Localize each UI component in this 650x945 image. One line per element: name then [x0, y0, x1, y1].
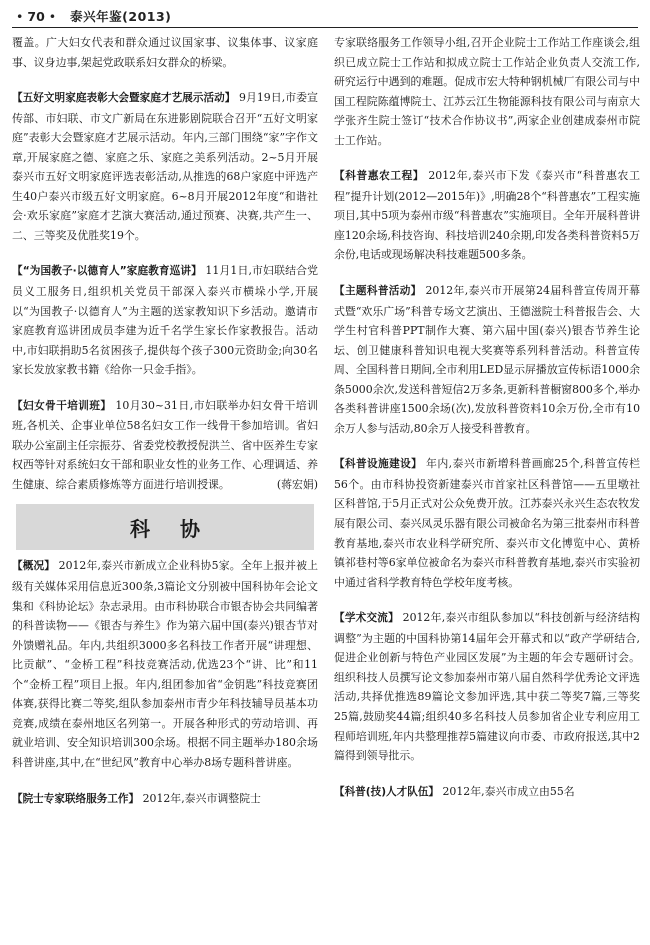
- paragraph-heading: 【概况】: [12, 560, 56, 573]
- paragraph-heading: 【院士专家联络服务工作】: [12, 792, 140, 805]
- paragraph: 覆盖。广大妇女代表和群众通过议国家事、议集体事、议家庭事、议身边事,架起党政联系妇女群众的桥梁。: [12, 36, 318, 69]
- paragraph: 【科普(技)人才队伍】 2012年,泰兴市成立由55名: [334, 784, 575, 798]
- paragraph-heading: 【科普惠农工程】: [334, 170, 425, 183]
- paragraph-heading: 【妇女骨干培训班】: [12, 399, 112, 412]
- paragraph: 【科普惠农工程】 2012年,泰兴市下发《泰兴市“科普惠农工程”提升计划(2012—2015年)》,明确28个“科普惠农”工程实施项目,其中5项为泰州市级“科普惠农”实施项目。全年开展科普讲座120余场,科技咨询、科技培训240余期,印发各类科普资料5万余份,电话或现场解决科技难题500多条。: [334, 169, 641, 262]
- paragraph-heading: 【学术交流】: [334, 612, 399, 625]
- bullet: •: [16, 8, 24, 24]
- section-title: 科协: [16, 504, 314, 550]
- paragraph: 【概况】 2012年,泰兴市新成立企业科协5家。全年上报并被上级有关媒体采用信息近300条,3篇论文分别被中国科协年会论文集和《科协论坛》杂志录用。由市科协联合市银杏协会共同编著的科普读物——《银杏与养生》作为第六届中国(泰兴)银杏节对外馈赠礼品。年内,共组织3000多名科技工作者开展“讲理想、比贡献”、“金桥工程”科技竞赛活动,优选23个“讲、比”和11个“金桥工程”项目上报。年内,组团参加省“金钥匙”科技竞赛团体赛,获得比赛二等奖,组队参加泰州市青少年科技辅导员基本功竞赛,成绩在泰州地区名列第一。开展各种形式的劳动培训、再就业培训、安全知识培训300余场。根据不同主题举办180余场科普讲座,其中,在“世纪风”教育中心举办8场专题科普讲座。: [12, 559, 319, 769]
- header-rule: [12, 27, 638, 28]
- author-signature: (蒋宏娟): [276, 477, 318, 491]
- paragraph-heading: 【五好文明家庭表彰大会暨家庭才艺展示活动】: [12, 92, 236, 105]
- page-header: [12, 6, 638, 26]
- paragraph: 【科普设施建设】 年内,泰兴市新增科普画廊25个,科普宣传栏56个。由市科协投资新建泰兴市首家社区科普馆——五里墩社区科普馆,于5月正式对公众免费开放。江苏泰兴永兴生态农牧发展有限公司、泰兴凤灵乐器有限公司被命名为第三批泰州市科普教育基地,泰兴市农业科学研究所、泰兴市文化博览中心、黄桥镇祁巷村等6家单位被命名为泰兴市科普教育基地,泰兴市实验初中通过省科学教育特色学校年度考核。: [334, 457, 640, 589]
- paragraph: 【主题科普活动】 2012年,泰兴市开展第24届科普宣传周开幕式暨“欢乐广场”科普专场文艺演出、王德滋院士科普报告会、大学生村官科普PPT制作大赛、第六届中国(泰兴)银杏节养生论坛、创卫健康科普知识电视大奖赛等系列科普活动。科普宣传周、全国科普日期间,全市利用LED显示屏播放宣传标语1000余条5000余次,发送科普短信2万多条,更新科普橱窗800多个,举办各类科普讲座1500余场(次),发放科普资料10余万份,全市有10余万人参与活动,80余万人接受科普教育。: [334, 284, 640, 435]
- paragraph: 【学术交流】 2012年,泰兴市组队参加以“科技创新与经济结构调整”为主题的中国科协第14届年会开幕式和以“政产学研结合,促进企业创新与特色产业园区发展”为主题的年会专题研讨会。组织科技人员撰写论文参加泰州市第八届自然科学优秀论文评选活动,共择优推选89篇论文参加评选,其中获二等奖7篇,三等奖25篇,鼓励奖44篇;组织40多名科技人员参加省企业专利应用工程师培训班,年内共整理推荐5篇建议向市委、市政府报送,其中2篇得到领导批示。: [334, 611, 641, 763]
- paragraph-heading: 【“为国教子·以德育人”家庭教育巡讲】: [12, 265, 202, 278]
- paragraph: 【院士专家联络服务工作】 2012年,泰兴市调整院士: [12, 791, 261, 805]
- bullet: •: [48, 8, 57, 24]
- paragraph-heading: 【科普设施建设】: [334, 458, 423, 471]
- right-column: [334, 33, 640, 802]
- left-column: [12, 33, 318, 809]
- book-title: 泰兴年鉴(2013): [70, 9, 172, 24]
- paragraph-heading: 【科普(技)人才队伍】: [334, 785, 440, 798]
- paragraph: 【五好文明家庭表彰大会暨家庭才艺展示活动】 9月19日,市委宣传部、市妇联、市文广新局在东进影剧院联合召开“五好文明家庭”表彰大会暨家庭才艺展示活动。年内,三部门围绕“家”字作文章,开展家庭之德、家庭之乐、家庭之美系列活动。2~5月开展泰兴市五好文明家庭评选表彰活动,从推选的68户家庭中评选产生40户泰兴市级五好文明家庭。6~8月开展2012年度“和谐社会·欢乐家庭”家庭才艺演大赛活动,通过预赛、决赛,共产生一、二、三等奖及优胜奖19个。: [12, 91, 318, 242]
- page-number: 70: [27, 8, 45, 24]
- paragraph: 【“为国教子·以德育人”家庭教育巡讲】 11月1日,市妇联结合党员义工服务日,组织机关党员干部深入泰兴市横垛小学,开展以“为国教子·以德育人”为主题的送家教知识下乡活动。邀请市家庭教育巡讲团成员李建为近千名学生家长作家教报告。活动中,市妇联捐助5名贫困孩子,提供每个孩子300元资助金;向30名家长发放家教书籍《给你一只金手指》。: [12, 264, 318, 377]
- paragraph-heading: 【主题科普活动】: [334, 285, 422, 298]
- paragraph: 【妇女骨干培训班】 10月30~31日,市妇联举办妇女骨干培训班,各机关、企事业单位58名妇女工作一线骨干参加培训。省妇联办公室副主任宗振芬、省委党校教授倪洪兰、省中医养生专家权西等针对系统妇女干部和职业女性的业务工作、心理调适、养生健康、综合素质修炼等方面进行培训授课。 (蒋宏娟): [12, 396, 318, 495]
- paragraph: 专家联络服务工作领导小组,召开企业院士工作站工作座谈会,组织已成立院士工作站和拟成立院士工作站企业负责人交流工作,研究运行中遇到的难题。促成市宏大特种钢机械厂有限公司与中国工程院陈蕴博院士、江苏云江生物能源科技有限公司与南京大学张齐生院士签订“技术合作协议书”,两家企业创建成泰州市院士工作站。: [334, 36, 640, 147]
